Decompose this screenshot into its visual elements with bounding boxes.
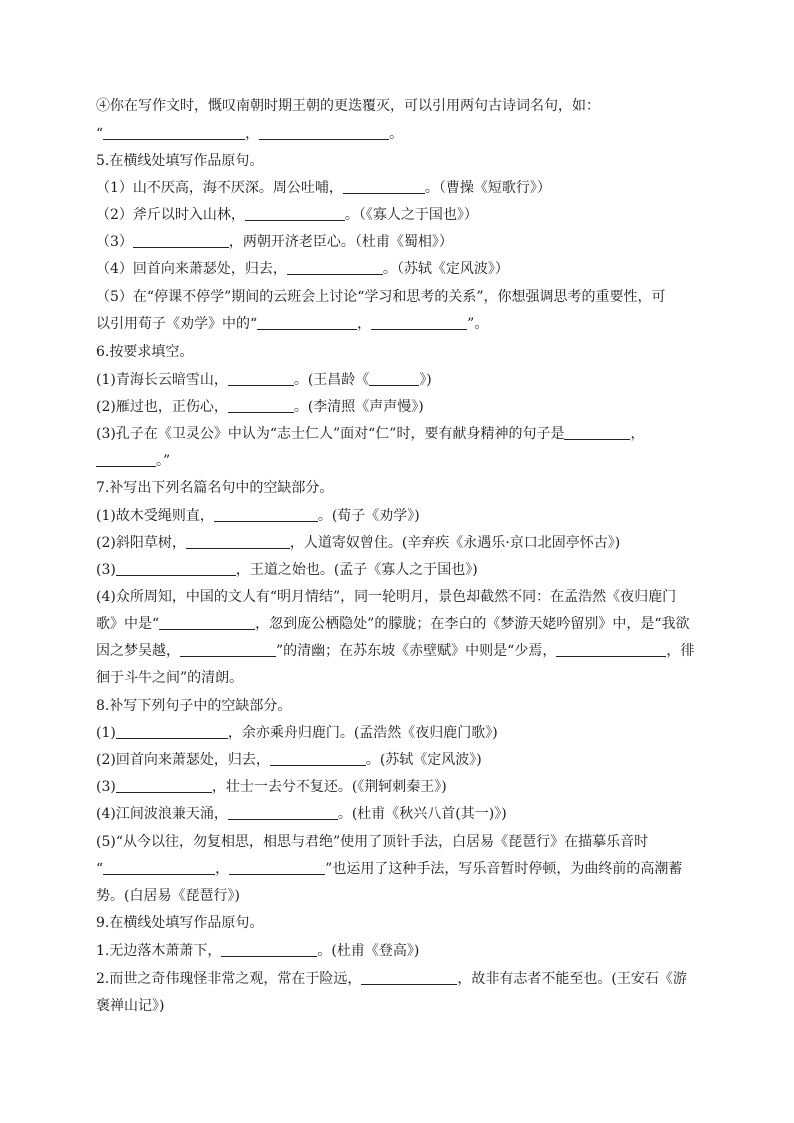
item-text: （5）在“停课不停学”期间的云班会上讨论“学习和思考的关系”，你想强调思考的重要性，可 [96, 289, 666, 305]
q8-item-5-cont2 [96, 886, 240, 906]
question-title: 6.按要求填空。 [96, 344, 194, 360]
open-quote: “ [96, 126, 104, 142]
blank[interactable] [116, 778, 212, 793]
q8-item-4 [96, 804, 507, 824]
item-text: 1.无边落木萧萧下， [96, 943, 222, 959]
item-source: 。（苏轼《定风波》） [382, 261, 509, 277]
item-text: (2)回首向来萧瑟处，归去， [96, 752, 270, 768]
item-source: 。(杜甫《秋兴八首(其一)》) [337, 806, 507, 822]
blank[interactable] [287, 260, 383, 275]
item-source: ，人道寄奴曾住。(辛弃疾《永遇乐·京口北固亭怀古》) [289, 535, 621, 551]
blank[interactable] [228, 371, 294, 386]
item-source: 。(苏轼《定风波》) [365, 752, 482, 768]
blank[interactable] [214, 507, 318, 522]
blank[interactable] [180, 642, 276, 657]
q8-item-2 [96, 750, 482, 770]
blank[interactable] [228, 805, 338, 820]
item-source: 》) [419, 372, 432, 388]
item-source: ，故非有志者不能至也。(王安石《游 [457, 971, 687, 987]
item-text: ，忽到庞公栖隐处”的朦胧；在李白的《梦游天姥吟留别》中，是“我欲 [255, 616, 690, 632]
blank[interactable] [361, 970, 457, 985]
item-text: （1）山不厌高，海不厌深。周公吐哺， [96, 180, 343, 196]
item-text: ”的清幽；在苏东坡《赤壁赋》中则是“少焉， [276, 643, 557, 659]
item-text: ，徘 [666, 643, 695, 659]
q7-item-1 [96, 506, 420, 526]
question-title: 9.在横线处填写作品原句。 [96, 915, 264, 931]
blank[interactable] [259, 125, 389, 140]
item-source: 褒禅山记》) [96, 998, 165, 1014]
blank[interactable] [159, 615, 255, 630]
q8-item-5 [96, 832, 648, 852]
blank[interactable] [116, 561, 236, 576]
item-text: ”也运用了这种手法，写乐音暂时停顿，为曲终前的高潮蓄 [325, 861, 683, 877]
blank[interactable] [245, 206, 345, 221]
q8-item-5-cont1 [96, 859, 682, 879]
item-text: (3)孔子在《卫灵公》中认为“志士仁人”面对“仁”时，要有献身精神的句子是 [96, 426, 565, 442]
blank[interactable] [103, 125, 245, 140]
item-source: 。(王昌龄《 [293, 372, 370, 388]
item-text: 因之梦吴越， [96, 643, 180, 659]
item-text: 徊于斗牛之间”的清朗。 [96, 670, 244, 686]
blank[interactable] [369, 371, 419, 386]
item-source: 。(荀子《劝学》) [317, 508, 420, 524]
item-source: 。（曹操《短歌行》） [424, 180, 551, 196]
q5-item-1 [96, 178, 551, 198]
blank[interactable] [556, 642, 666, 657]
comma: ， [215, 861, 230, 877]
question-9-title [96, 913, 263, 933]
item-text: (3) [96, 562, 116, 578]
comma: ， [357, 316, 372, 332]
q5-item-3 [96, 232, 453, 252]
blank[interactable] [96, 452, 156, 467]
blank[interactable] [343, 179, 425, 194]
question-title: 5.在横线处填写作品原句。 [96, 153, 264, 169]
period: 。 [389, 126, 404, 142]
comma: ， [245, 126, 260, 142]
question-title: 8.补写下列句子中的空缺部分。 [96, 698, 292, 714]
q9-item-2 [96, 969, 687, 989]
answer-line-4 [96, 124, 403, 144]
item-text: (3) [96, 779, 116, 795]
item-text: 以引用荀子《劝学》中的“ [96, 316, 258, 332]
blank[interactable] [103, 860, 215, 875]
q6-item-1 [96, 370, 432, 390]
q7-item-2 [96, 533, 620, 553]
blank[interactable] [371, 315, 467, 330]
item-text: (5)“从今以往，勿复相思，相思与君绝”使用了顶针手法，白居易《琵琶行》在描摹乐音时 [96, 834, 649, 850]
question-6-title [96, 342, 193, 362]
item-text: (1) [96, 725, 116, 741]
q8-item-1 [96, 723, 498, 743]
question-5-title [96, 151, 263, 171]
blank[interactable] [221, 942, 317, 957]
item-source: ，余亦乘舟归鹿门。(孟浩然《夜归鹿门歌》) [227, 725, 498, 741]
prompt-line-4 [96, 96, 600, 116]
q5-item-4 [96, 259, 509, 279]
blank[interactable] [116, 724, 228, 739]
blank[interactable] [133, 233, 229, 248]
item-text: （4）回首向来萧瑟处，归去， [96, 261, 287, 277]
item-text: (4)江间波浪兼天涌， [96, 806, 228, 822]
item-source: ，两朝开济老臣心。（杜甫《蜀相》） [228, 234, 453, 250]
q6-item-2 [96, 397, 424, 417]
question-7-title [96, 478, 333, 498]
question-8-title [96, 696, 291, 716]
item-text: (2)雁过也，正伤心， [96, 399, 228, 415]
item-text: （2）斧斤以时入山林， [96, 207, 245, 223]
item-source: 势。(白居易《琵琶行》) [96, 888, 240, 904]
blank[interactable] [186, 534, 290, 549]
item-text: 2.而世之奇伟瑰怪非常之观，常在于险远， [96, 971, 362, 987]
blank[interactable] [257, 315, 357, 330]
q7-item-4-cont3 [96, 668, 243, 688]
item-text: (2)斜阳草树， [96, 535, 186, 551]
q7-item-4-cont2 [96, 641, 694, 661]
q7-item-4 [96, 587, 676, 607]
item-text: （3） [96, 234, 133, 250]
open-quote: “ [96, 861, 104, 877]
q7-item-3 [96, 560, 478, 580]
item-source: ，王道之始也。(孟子《寡人之于国也》) [235, 562, 478, 578]
item-text: (1)故木受绳则直， [96, 508, 214, 524]
item-source: 。(杜甫《登高》) [317, 943, 420, 959]
q5-item-5-cont [96, 314, 488, 334]
blank[interactable] [564, 425, 630, 440]
q9-item-2-cont [96, 996, 164, 1016]
q8-item-3 [96, 777, 447, 797]
comma: ， [630, 426, 645, 442]
blank[interactable] [229, 860, 325, 875]
item-source: ，壮士一去兮不复还。(《荆轲刺秦王》) [211, 779, 447, 795]
close-quote: ”。 [467, 316, 489, 332]
item-source: 。(李清照《声声慢》) [293, 399, 424, 415]
q7-item-4-cont1 [96, 614, 690, 634]
question-title: 7.补写出下列名篇名句中的空缺部分。 [96, 480, 334, 496]
item-text: 歌》中是“ [96, 616, 160, 632]
prompt-text: ④你在写作文时，慨叹南朝时期王朝的更迭覆灭，可以引用两句古诗词名句，如： [96, 98, 600, 114]
blank[interactable] [228, 398, 294, 413]
item-source: 。（《寡人之于国也》） [344, 207, 478, 223]
q5-item-5 [96, 287, 666, 307]
q9-item-1 [96, 941, 419, 961]
q6-item-3 [96, 424, 644, 444]
item-text: (4)众所周知，中国的文人有“明月情结”，同一轮明月，景色却截然不同：在孟浩然《夜归鹿门 [96, 589, 677, 605]
close-quote: 。” [156, 453, 171, 469]
q5-item-2 [96, 205, 478, 225]
blank[interactable] [270, 751, 366, 766]
q6-item-3-cont [96, 451, 170, 471]
item-text: (1)青海长云暗雪山， [96, 372, 228, 388]
